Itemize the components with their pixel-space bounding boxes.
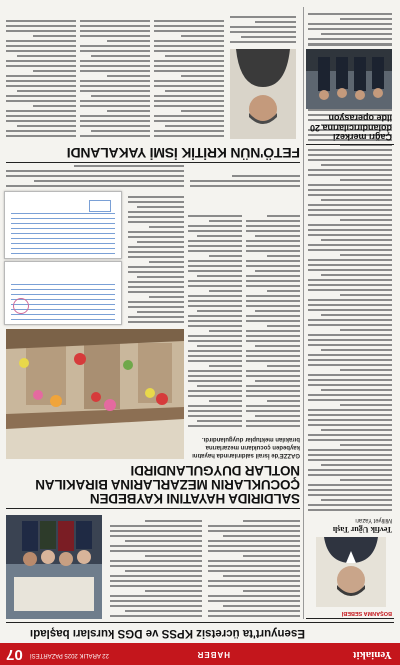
page-number: 07 xyxy=(6,646,23,663)
masthead-band xyxy=(0,643,400,665)
note-image xyxy=(4,261,122,325)
main-story-body-4 xyxy=(6,162,184,187)
main-story-rule xyxy=(6,508,300,509)
top-rule xyxy=(6,622,394,623)
main-story-body-2 xyxy=(188,212,242,427)
feto-body-3 xyxy=(6,17,76,137)
note-image-2 xyxy=(4,191,122,259)
top-story-headline: Esenyurt'ta ücretsiz KPSS ve DGS kursları başladı xyxy=(29,627,305,639)
author-photo xyxy=(316,537,386,607)
column-divider xyxy=(303,7,304,619)
masthead-logo: Yeniakit xyxy=(352,649,392,661)
column-label: BOŞANMA SEBEBİ xyxy=(341,610,392,616)
main-story-headline: SALDIRIDA HAYATINI KAYBEDEN ÇOCUKLARIN MEZARLARINA BIRAKILAN NOTLAR DUYGULANDIRDI xyxy=(35,462,300,506)
side-story-body xyxy=(308,10,392,45)
column-author: Tevfik Uğur Taşlı xyxy=(332,525,392,534)
feto-body-4 xyxy=(230,13,296,43)
side-story-photo xyxy=(306,49,392,109)
side-story-rule xyxy=(306,144,394,145)
column-rule xyxy=(306,618,394,619)
feto-photo xyxy=(230,49,296,139)
feto-rule xyxy=(6,162,300,163)
main-story-body-5 xyxy=(190,172,300,187)
main-story-body-3 xyxy=(128,193,184,323)
side-story-headline: Çağrı merkezi dolandırıcılarına 20 ilde operasyon xyxy=(309,113,392,142)
top-story-photo xyxy=(6,515,102,619)
issue-date: 22 ARALIK 2025 PAZARTESİ xyxy=(30,652,109,658)
top-story-body-2 xyxy=(110,517,202,617)
top-story-body xyxy=(208,517,300,617)
column-body xyxy=(308,41,392,511)
main-story-body xyxy=(246,212,300,427)
feto-body-2 xyxy=(80,17,150,137)
section-label: HABER xyxy=(196,650,230,659)
feto-headline: FETÖ'NÜN KRİTİK İSMİ YAKALANDI xyxy=(66,145,300,161)
main-story-subhead: GAZZE'de İsrail saldırılarında hayatını kaybeden çocukların mezarlarına bırakılan mektuplar duygulandırdı. xyxy=(192,436,300,458)
main-story-photo xyxy=(6,329,184,459)
column-role: Milliyet Yazarı xyxy=(355,517,392,523)
feto-body xyxy=(154,17,224,137)
